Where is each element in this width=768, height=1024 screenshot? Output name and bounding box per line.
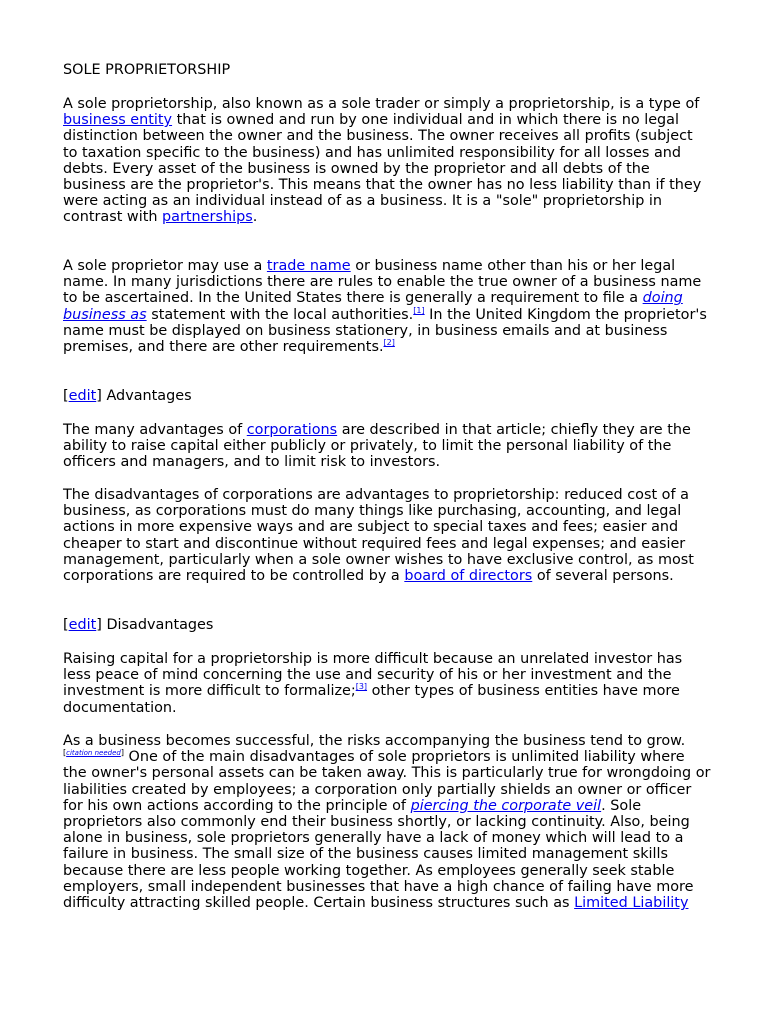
paragraph-raising-capital bbox=[63, 651, 711, 716]
wiki-link[interactable]: piercing the corporate veil bbox=[410, 797, 602, 814]
body-text: Raising capital for a proprietorship is more difficult because an unrelated investor has less peace of mind concerning the use and security of his or her investment and the investment is more difficult to formalize; bbox=[63, 651, 683, 700]
citation-ref: [citation needed] bbox=[63, 748, 124, 758]
wiki-link[interactable]: trade name bbox=[266, 258, 351, 274]
citation-link[interactable]: [2] bbox=[383, 338, 395, 348]
edit-link[interactable]: edit bbox=[68, 388, 97, 404]
wiki-link[interactable]: Limited Liability bbox=[574, 895, 689, 912]
section-heading-advantages: [edit] Advantages bbox=[63, 388, 192, 404]
citation-link[interactable]: [1] bbox=[413, 305, 425, 315]
wiki-link[interactable]: business entity bbox=[63, 112, 173, 129]
body-text: A sole proprietorship, also known as a sole trader or simply a proprietorship, is a type of bbox=[63, 96, 700, 112]
citation-ref bbox=[384, 338, 395, 347]
edit-link[interactable]: edit bbox=[68, 617, 97, 633]
wiki-link[interactable]: board of directors bbox=[404, 568, 533, 585]
body-text: In the United Kingdom the proprietor's name must be displayed on business stationery, in business emails and at business premises, and there are other requirements. bbox=[63, 306, 707, 356]
section-title: Advantages bbox=[106, 388, 192, 404]
paragraph-risks bbox=[63, 733, 711, 911]
citation-ref bbox=[413, 306, 424, 315]
body-text: are described in that article; chiefly they are the ability to raise capital either publicly or privately, to limit the personal liability of the officers and managers, and to limit risk to investors. bbox=[63, 422, 691, 471]
section-title: Disadvantages bbox=[106, 617, 214, 633]
body-text: statement with the local authorities. bbox=[146, 306, 414, 323]
paragraph-trade-name bbox=[63, 258, 711, 355]
body-text: or business name other than his or her legal name. In many jurisdictions there are rules to enable the true owner of a business name to be ascertained. In the United States there is generally a requirement to file a bbox=[63, 258, 702, 307]
wiki-link[interactable]: partnerships bbox=[162, 209, 253, 226]
section-heading-disadvantages: [edit] Disadvantages bbox=[63, 617, 214, 633]
body-text: that is owned and run by one individual and in which there is no legal distinction between the owner and the business. The owner receives all profits (subject to taxation specific to the business) and has unlimited responsibility for all losses and debts. Every asset of the business is owned by the proprietor and all debts of the business are the proprietor's. This means that the owner has no less liability than if they were acting as an individual instead of as a business. It is a "sole" proprietorship in contrast with bbox=[63, 112, 702, 226]
paragraph-disadvantages-of-corporations bbox=[63, 487, 711, 584]
body-text: One of the main disadvantages of sole proprietors is unlimited liability where the owner's personal assets can be taken away. This is particularly true for wrongdoing or liabilities created by employees; a corporation only partially shields an owner or officer for his own actions according to the principle of bbox=[63, 749, 711, 814]
paragraph-intro bbox=[63, 96, 711, 226]
body-text: other types of business entities have more documentation. bbox=[63, 683, 680, 716]
body-text: As a business becomes successful, the risks accompanying the business tend to grow. bbox=[63, 733, 686, 749]
body-text: A sole proprietor may use a bbox=[63, 258, 267, 274]
body-text: of several persons. bbox=[532, 568, 674, 585]
citation-link[interactable]: citation needed bbox=[66, 749, 121, 758]
body-text: . Sole proprietors also commonly end their business shortly, or lacking continuity. Also, being alone in business, sole proprietors generally have a lack of money which will lead to a failure in business. The small size of the business causes limited management skills because there are less people working together. As employees generally seek stable employers, small independent businesses that have a high chance of failing have more difficulty attracting skilled people. Certain business structures such as bbox=[63, 797, 694, 912]
body-text: The many advantages of bbox=[63, 422, 247, 438]
paragraph-advantages bbox=[63, 422, 711, 471]
wiki-link[interactable]: corporations bbox=[246, 422, 338, 438]
body-text: . bbox=[252, 209, 258, 226]
wiki-link[interactable]: doing business as bbox=[63, 290, 683, 323]
body-text: The disadvantages of corporations are advantages to proprietorship: reduced cost of a business, as corporations must do many things like purchasing, accounting, and legal actions in more expensive ways and are subject to special taxes and fees; easier and cheaper to start and discontinue without required fees and legal expenses; and easier management, particularly when a sole owner wishes to have exclusive control, as most corporations are required to be controlled by a bbox=[63, 487, 694, 585]
page-title: SOLE PROPRIETORSHIP bbox=[63, 62, 231, 78]
citation-ref bbox=[356, 682, 367, 691]
citation-link[interactable]: [3] bbox=[355, 682, 368, 692]
